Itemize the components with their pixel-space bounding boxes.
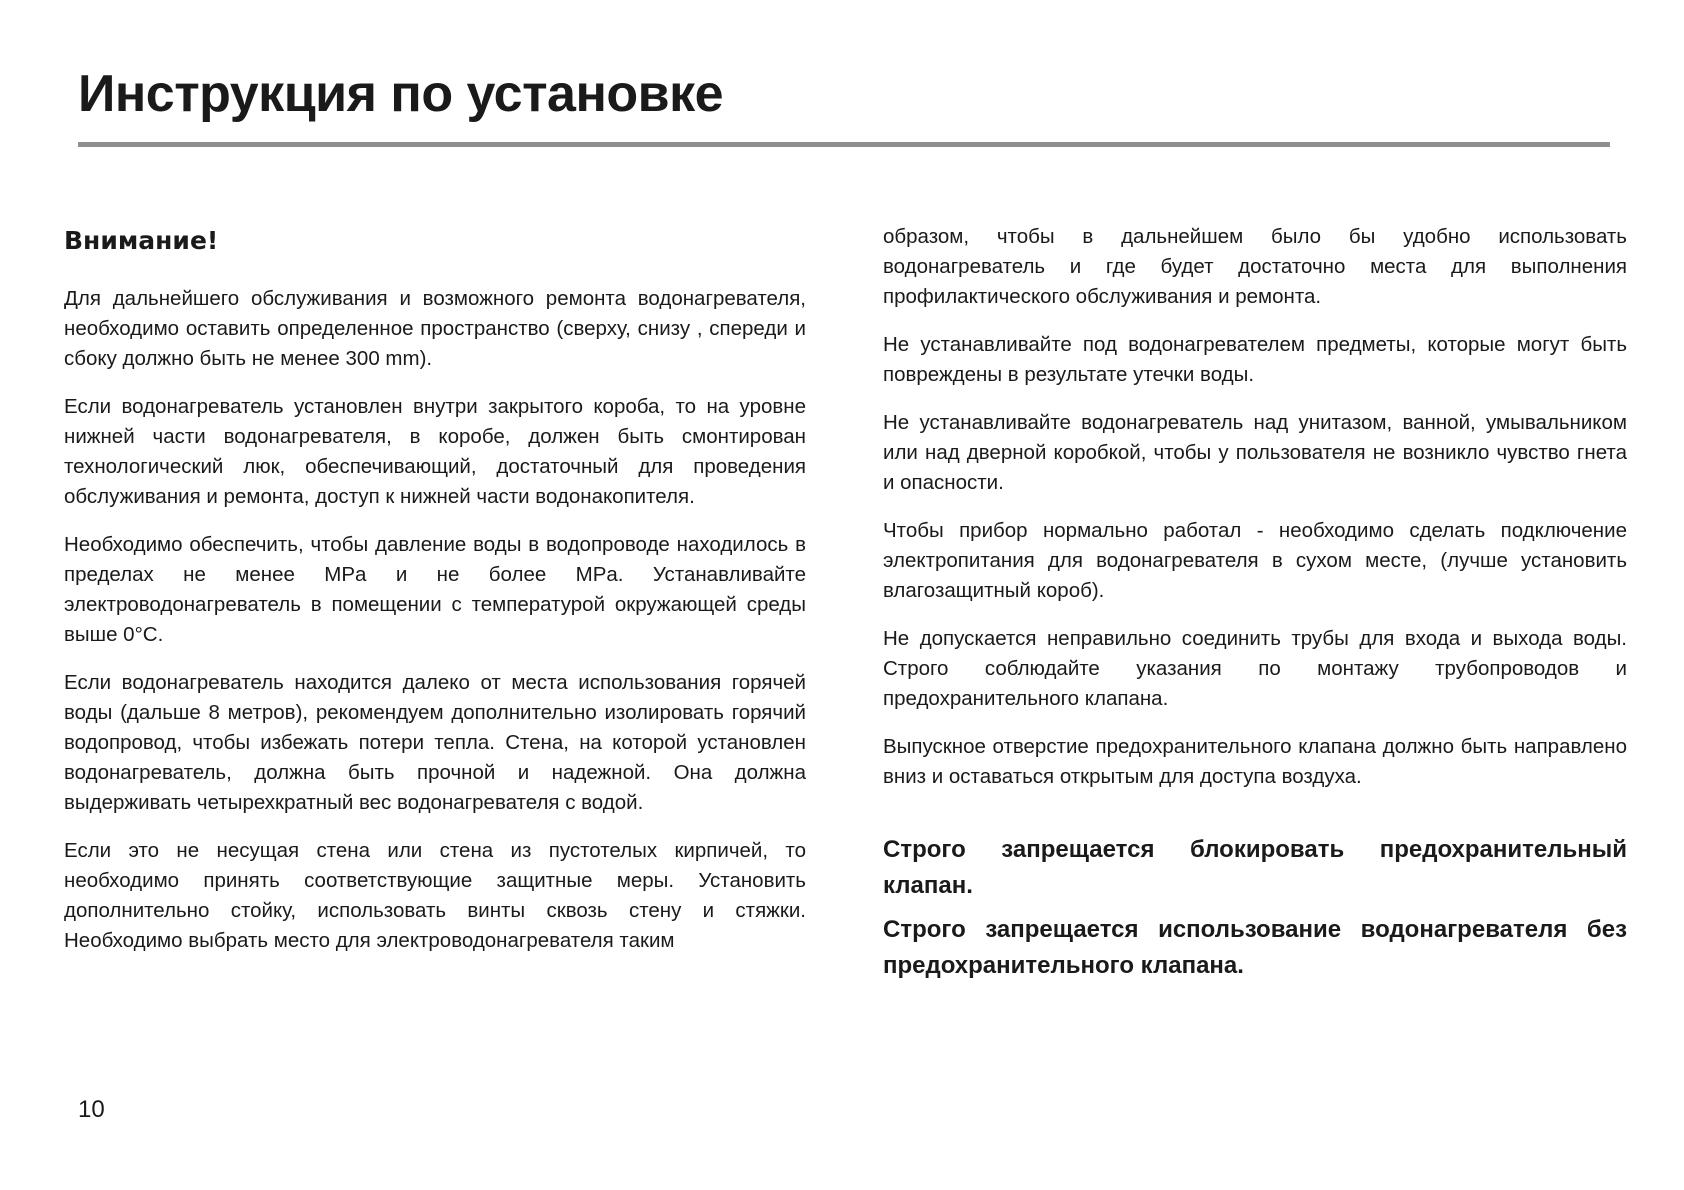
- paragraph-electrical-dry: Чтобы прибор нормально работал - необходимо сделать подключение электропитания для водонагревателя в сухом месте, (лучше установить влагозащитный короб).: [883, 519, 1627, 602]
- page-title: Инструкция по установке: [78, 65, 724, 123]
- title-divider: [78, 142, 1610, 147]
- paragraph-closed-box: Если водонагреватель установлен внутри закрытого короба, то на уровне нижней части водонагревателя, в коробе, должен быть смонтирован технологический люк, обеспечивающий, достаточный для проведения обслуживания и ремонта, доступ к нижней части водонакопителя.: [64, 395, 806, 508]
- warning-block-valve: Строго запрещается блокировать предохранительный клапан.: [883, 836, 1627, 899]
- page-number: 10: [78, 1096, 105, 1123]
- paragraph-outlet-direction: Выпускное отверстие предохранительного клапана должно быть направлено вниз и оставаться открытым для доступа воздуха.: [883, 735, 1627, 788]
- attention-heading: Внимание!: [64, 226, 219, 255]
- paragraph-service-space: Для дальнейшего обслуживания и возможного ремонта водонагревателя, необходимо оставить определенное пространство (сверху, снизу , спереди и сбоку должно быть не менее 300 mm).: [64, 287, 806, 370]
- paragraph-not-above-fixtures: Не устанавливайте водонагреватель над унитазом, ванной, умывальником или над дверной коробкой, чтобы у пользователя не возникло чувство гнета и опасности.: [883, 411, 1627, 494]
- paragraph-placement-continued: образом, чтобы в дальнейшем было бы удобно использовать водонагреватель и где будет достаточно места для выполнения профилактического обслуживания и ремонта.: [883, 225, 1627, 308]
- right-column: [883, 222, 1627, 992]
- paragraph-water-pressure: Необходимо обеспечить, чтобы давление воды в водопроводе находилось в пределах не менее MPa и не более MPa. Устанавливайте электроводонагреватель в помещении с температурой окружающей среды выше 0°С.: [64, 533, 806, 646]
- paragraph-items-below: Не устанавливайте под водонагревателем предметы, которые могут быть повреждены в результате утечки воды.: [883, 333, 1627, 386]
- left-column: [64, 222, 806, 974]
- paragraph-hot-water-distance: Если водонагреватель находится далеко от места использования горячей воды (дальше 8 метров), рекомендуем дополнительно изолировать горячий водопровод, чтобы избежать потери тепла. Стена, на которой установлен водонагреватель, должна быть прочной и надежной. Она должна выдерживать четырехкратный вес водонагревателя с водой.: [64, 671, 806, 814]
- paragraph-wall-measures: Если это не несущая стена или стена из пустотелых кирпичей, то необходимо принять соответствующие защитные меры. Установить дополнительно стойку, использовать винты сквозь стену и стяжки. Необходимо выбрать место для электроводонагревателя таким: [64, 839, 806, 952]
- paragraph-pipe-connection: Не допускается неправильно соединить трубы для входа и выхода воды. Строго соблюдайте указания по монтажу трубопроводов и предохранительного клапана.: [883, 627, 1627, 710]
- warning-no-valve: Строго запрещается использование водонагревателя без предохранительного клапана.: [883, 916, 1627, 979]
